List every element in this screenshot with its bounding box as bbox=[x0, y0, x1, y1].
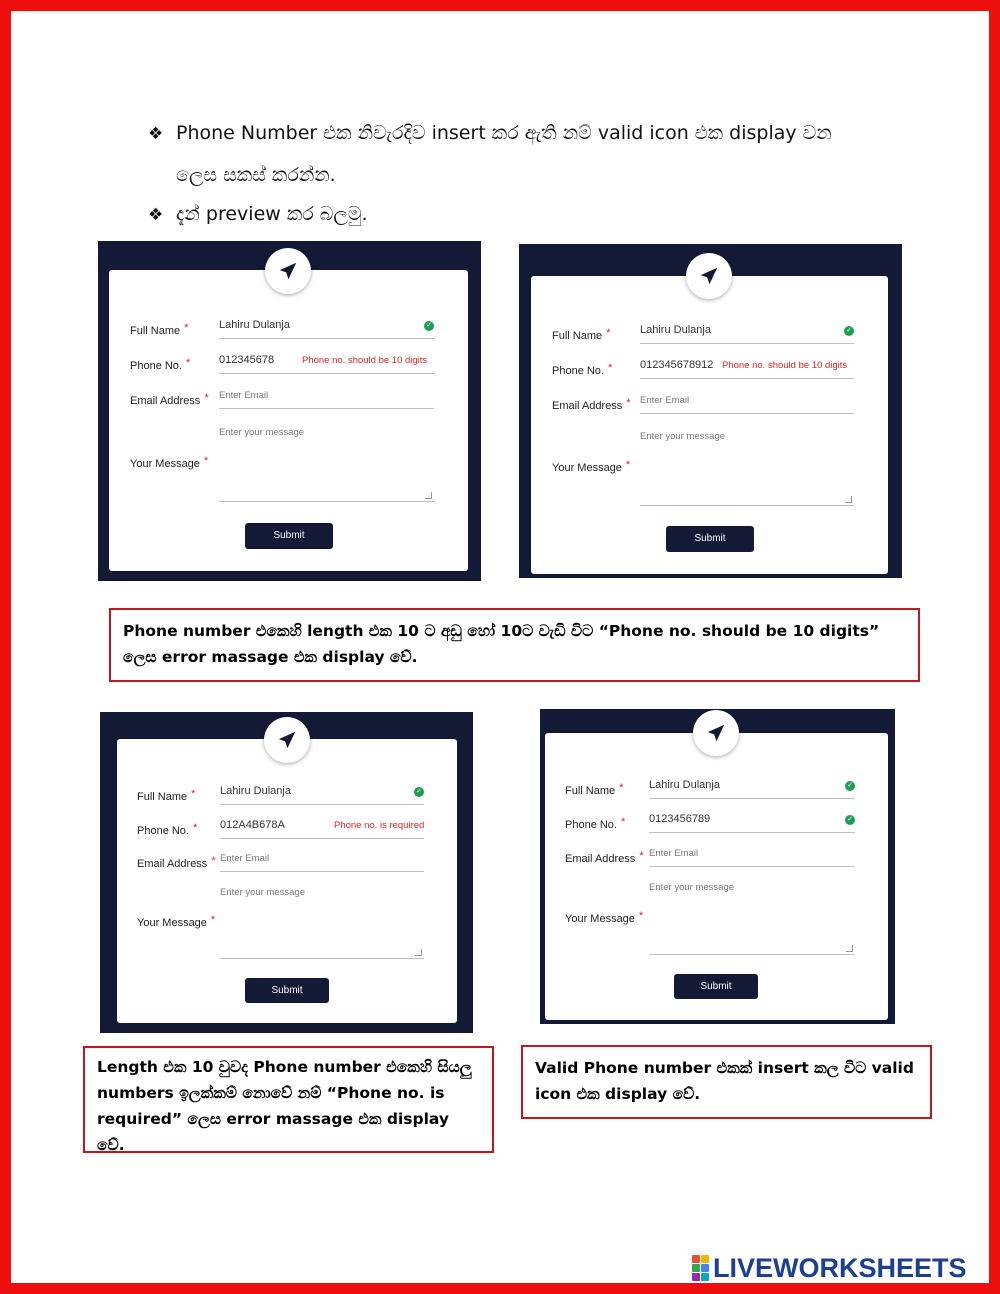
message-textarea[interactable] bbox=[220, 904, 424, 959]
phone-error-message: Phone no. is required bbox=[334, 820, 425, 831]
submit-button[interactable]: Submit bbox=[245, 978, 329, 1003]
message-textarea[interactable] bbox=[219, 445, 434, 502]
instruction-text-2: දැන් preview කර බලමු. bbox=[176, 203, 368, 225]
full-name-field[interactable] bbox=[219, 316, 434, 339]
full-name-value: Lahiru Dulanja bbox=[640, 324, 711, 336]
message-placeholder: Enter your message bbox=[220, 887, 306, 898]
message-placeholder: Enter your message bbox=[640, 431, 726, 442]
form-screenshot-4 bbox=[540, 709, 895, 1024]
phone-label: Phone No. * bbox=[130, 357, 191, 372]
email-field[interactable] bbox=[640, 391, 854, 414]
full-name-label: Full Name * bbox=[137, 788, 196, 803]
message-placeholder: Enter your message bbox=[649, 882, 735, 893]
liveworksheets-logo bbox=[692, 1252, 967, 1284]
note-line: ලෙස error massage එක display වේ. bbox=[123, 648, 418, 666]
form-screenshot-3 bbox=[100, 712, 473, 1033]
message-textarea[interactable] bbox=[649, 900, 855, 955]
message-placeholder: Enter your message bbox=[219, 427, 305, 438]
full-name-value: Lahiru Dulanja bbox=[219, 319, 290, 331]
message-label: Your Message * bbox=[130, 455, 209, 470]
submit-button[interactable]: Submit bbox=[666, 526, 754, 552]
phone-field[interactable] bbox=[219, 351, 434, 374]
phone-field[interactable] bbox=[220, 816, 424, 839]
form-card bbox=[545, 733, 888, 1020]
email-placeholder: Enter Email bbox=[220, 853, 270, 864]
instruction-bullet-2 bbox=[148, 201, 368, 228]
form-screenshot-1 bbox=[98, 241, 481, 581]
note-line: required” ලෙස error massage එක display වේ. bbox=[97, 1110, 449, 1154]
valid-check-icon: ✓ bbox=[844, 326, 854, 336]
valid-check-icon: ✓ bbox=[424, 321, 434, 331]
phone-label: Phone No. * bbox=[552, 362, 613, 377]
bullet-symbol: ❖ bbox=[148, 124, 164, 144]
email-placeholder: Enter Email bbox=[219, 390, 269, 401]
send-plane-icon bbox=[686, 253, 732, 299]
phone-field[interactable] bbox=[640, 356, 854, 379]
email-label: Email Address * bbox=[137, 855, 216, 870]
phone-value: 012345678912 bbox=[640, 359, 714, 371]
phone-label: Phone No. * bbox=[565, 816, 626, 831]
valid-check-icon: ✓ bbox=[845, 815, 855, 825]
full-name-label: Full Name * bbox=[565, 782, 624, 797]
email-placeholder: Enter Email bbox=[640, 395, 690, 406]
send-plane-icon bbox=[265, 248, 311, 294]
liveworksheets-logo-icon bbox=[692, 1255, 709, 1281]
email-field[interactable] bbox=[649, 844, 855, 867]
submit-button[interactable]: Submit bbox=[674, 974, 758, 999]
phone-value: 012A4B678A bbox=[220, 819, 285, 831]
liveworksheets-logo-text: LIVEWORKSHEETS bbox=[713, 1252, 967, 1283]
message-textarea[interactable] bbox=[640, 449, 854, 506]
phone-field[interactable] bbox=[649, 810, 855, 833]
email-label: Email Address * bbox=[130, 392, 209, 407]
full-name-label: Full Name * bbox=[552, 327, 611, 342]
message-label: Your Message * bbox=[552, 459, 631, 474]
phone-value: 012345678 bbox=[219, 354, 275, 366]
resize-grip-icon[interactable] bbox=[425, 492, 432, 499]
bullet-symbol: ❖ bbox=[148, 205, 164, 225]
note-non-numeric-error bbox=[83, 1046, 494, 1153]
phone-value: 0123456789 bbox=[649, 813, 711, 825]
full-name-value: Lahiru Dulanja bbox=[649, 779, 720, 791]
note-line: Length එක 10 වුවද Phone number එකෙහි සියලු bbox=[97, 1058, 472, 1076]
note-line: Phone number එකෙහි length එක 10 ට අඩු හෝ 10ට වැඩි විට “Phone no. should be 10 digits” bbox=[123, 622, 880, 640]
note-line: icon එක display වේ. bbox=[535, 1085, 701, 1103]
send-plane-icon bbox=[693, 710, 739, 756]
phone-error-message: Phone no. should be 10 digits bbox=[722, 360, 848, 371]
resize-grip-icon[interactable] bbox=[415, 949, 422, 956]
submit-button[interactable]: Submit bbox=[245, 523, 333, 549]
full-name-field[interactable] bbox=[649, 776, 855, 799]
email-field[interactable] bbox=[220, 849, 424, 872]
phone-label: Phone No. * bbox=[137, 822, 198, 837]
valid-check-icon: ✓ bbox=[414, 787, 424, 797]
full-name-label: Full Name * bbox=[130, 322, 189, 337]
send-plane-icon bbox=[264, 717, 310, 763]
instruction-text-1: Phone Number එක නිවැරදිව insert කර ඇති නම් valid icon එක display වන bbox=[176, 122, 832, 144]
email-field[interactable] bbox=[219, 386, 434, 409]
form-screenshot-2 bbox=[519, 244, 902, 578]
email-label: Email Address * bbox=[565, 850, 644, 865]
valid-check-icon: ✓ bbox=[845, 781, 855, 791]
phone-error-message: Phone no. should be 10 digits bbox=[302, 355, 428, 366]
resize-grip-icon[interactable] bbox=[846, 945, 853, 952]
instruction-text-1-cont: ලෙස සකස් කරන්න. bbox=[176, 164, 336, 186]
full-name-field[interactable] bbox=[640, 321, 854, 344]
note-length-error bbox=[109, 608, 920, 682]
note-valid-icon bbox=[521, 1045, 932, 1119]
message-label: Your Message * bbox=[565, 910, 644, 925]
full-name-value: Lahiru Dulanja bbox=[220, 785, 291, 797]
form-card bbox=[117, 739, 457, 1023]
form-card bbox=[109, 270, 468, 571]
resize-grip-icon[interactable] bbox=[845, 496, 852, 503]
email-label: Email Address * bbox=[552, 397, 631, 412]
full-name-field[interactable] bbox=[220, 782, 424, 805]
note-line: Valid Phone number එකක් insert කල විට valid bbox=[535, 1059, 914, 1077]
instruction-bullet-1 bbox=[148, 120, 832, 147]
message-label: Your Message * bbox=[137, 914, 216, 929]
email-placeholder: Enter Email bbox=[649, 848, 699, 859]
form-card bbox=[531, 276, 888, 574]
note-line: numbers ඉලක්කම් නොවේ නම් “Phone no. is bbox=[97, 1084, 445, 1102]
